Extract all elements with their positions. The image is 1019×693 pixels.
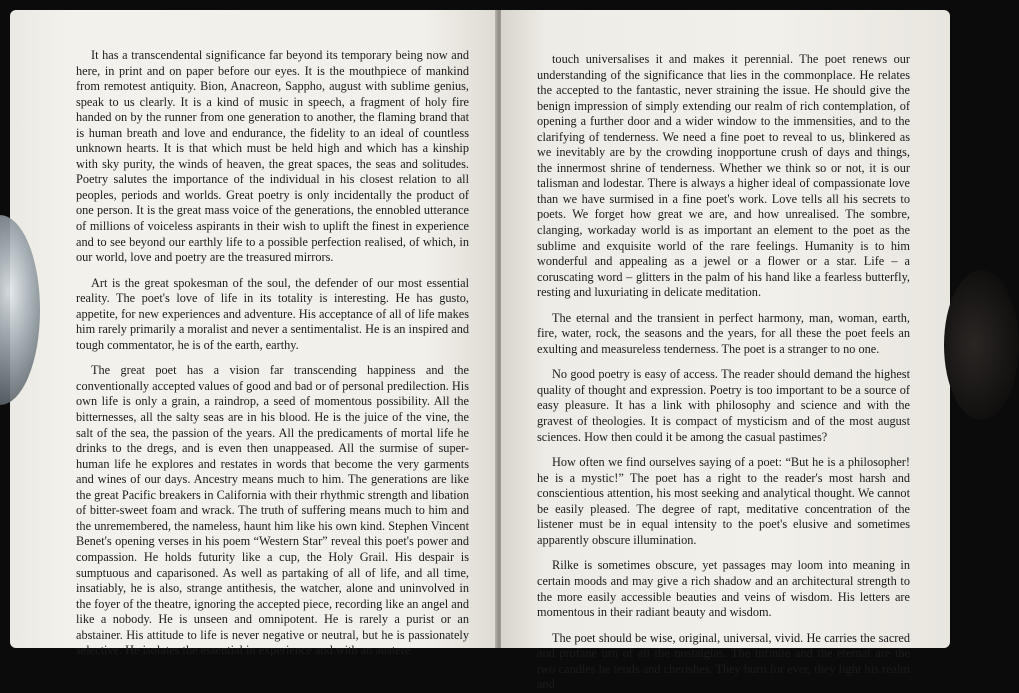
left-paragraph-2: Art is the great spokesman of the soul, the defender of our most essential reality. The poet's love of life in its totality is interesting. He has gusto, appetite, for new experiences and adventure. His acceptance of all of life makes him rarely primarily a moralist and never a sentimentalist. He is an inspired and tough commentator, he is of the earth, earthy. bbox=[76, 275, 469, 352]
right-page bbox=[501, 10, 950, 692]
left-paragraph-3: The great poet has a vision far transcending happiness and the conventionally accepted values of good and bad or of personal predilection. His own life is only a grain, a raindrop, a seed of momentous possibility. All the bitternesses, all the salty seas are in his blood. He is the juice of the vine, the salt of the sea, the passion of the years. All the predicaments of mortal life he drinks to the dregs, and is even then unappeased. All the surmise of super-human life he explores and restates in words that become the very garments and wines of our days. Ancestry means much to him. The generations are like the great Pacific breakers in California with their rhythmic strength and libation of bitter-sweet foam and wrack. The truth of suffering means much to him and the unremembered, the nameless, haunt him like his own kind. Stephen Vincent Benet's opening verses in his poem “Western Star” reveal this poet's power and compassion. He holds futurity like a cup, the Holy Grail. His despair is sumptuous and caparisoned. As well as partaking of all of life, and all time, insatiably, he is also, strange antithesis, the watcher, alone and uninvolved in the foyer of the theatre, ignoring the accepted piece, recording like an angel and like a nobody. He is unseen and omnipotent. He is rarely a purist or an abstainer. His attitude to life is never negative or neutral, but he is passionately selective. He isolates the essential in experience and with an austere bbox=[76, 363, 469, 658]
right-paragraph-2: The eternal and the transient in perfect harmony, man, woman, earth, fire, water, rock, the seasons and the years, for all these the poet feels an exulting and measureless tenderness. The poet is a stranger to no one. bbox=[537, 310, 910, 356]
right-paragraph-5: Rilke is sometimes obscure, yet passages may loom into meaning in certain moods and may give a rich shadow and an architectural strength to the more easily accessible beauties and veins of wisdom. His letters are momentous in their radiant beauty and wisdom. bbox=[537, 558, 910, 620]
open-booklet bbox=[10, 10, 950, 692]
right-paragraph-6: The poet should be wise, original, universal, vivid. He carries the sacred and profane urn of all the nostalgias. The infinite and the eternal are the two candles he tends and cherishes. They burn for ever, they light his realm and bbox=[537, 630, 910, 692]
left-paragraph-1: It has a transcendental significance far beyond its temporary being now and here, in print and on paper before our eyes. It is the mouthpiece of mankind from remotest antiquity. Bion, Anacreon, Sappho, august with sublime genius, speak to us clearly. It is a kind of music in speech, a fragment of holy fire handed on by the runner from one generation to another, the flaming brand that is human breath and love and endurance, the fidelity to an ideal of countless unknown hearts. It is that which must be held high and which has a kinship with sky purity, the winds of heaven, the great spaces, the seas and solitudes. Poetry salutes the importance of the individual in his closest relation to all peoples, periods and worlds. Great poetry is only incidentally the product of one person. It is the great mass voice of the generations, the ennobled utterance of millions of voiceless aspirants in their wish to uplift the finest in experience and to see beyond our earthly life to a possible perfection realised, of which, in our world, love and poetry are the treasured mirrors. bbox=[76, 48, 469, 265]
right-paragraph-4: How often we find ourselves saying of a poet: “But he is a philosopher! he is a mystic!” The poet has a right to the reader's most harsh and conscientious attention, his most seeking and analytical thought. We cannot be easily pleased. The degree of rapt, meditative concentration of the listener must be in equal intensity to the poet's elusive and sometimes apparently obscure illumination. bbox=[537, 455, 910, 547]
right-paragraph-1: touch universalises it and makes it perennial. The poet renews our understanding of the significance that lies in the commonplace. He relates the accepted to the fantastic, never straining the issue. He should give the benign impression of simply extending our realm of rich contemplation, of opening a further door and a wider window to the immensities, and to the clarifying of tenderness. We need a fine poet to reveal to us, blinkered as we inevitably are by the crowding inopportune crush of days and things, the innermost shrine of tenderness. Whether we think so or not, it is our talisman and lodestar. There is always a higher ideal of compassionate love than we have surmised in a fine poet's work. Love tells all his secrets to poets. We forget how great we are, and how unrealised. The sombre, clanging, workaday world is as important an element to the poet as the sublime and exquisite world of the rare feelings. Humanity is to him wonderful and appealing as a jewel or a flower or a star. Life – a coruscating word – glitters in the palm of his hand like a fearless butterfly, resting and luxuriating in delicate meditation. bbox=[537, 52, 910, 300]
right-paragraph-3: No good poetry is easy of access. The reader should demand the highest quality of thought and expression. Poetry is too important to be a source of easy pleasure. It has a link with philosophy and science and with the gravest of theologies. It is compact of mysticism and of the most august sciences. How then could it be among the casual pastimes? bbox=[537, 367, 910, 444]
dark-paperweight bbox=[944, 270, 1019, 420]
left-page bbox=[10, 10, 497, 658]
